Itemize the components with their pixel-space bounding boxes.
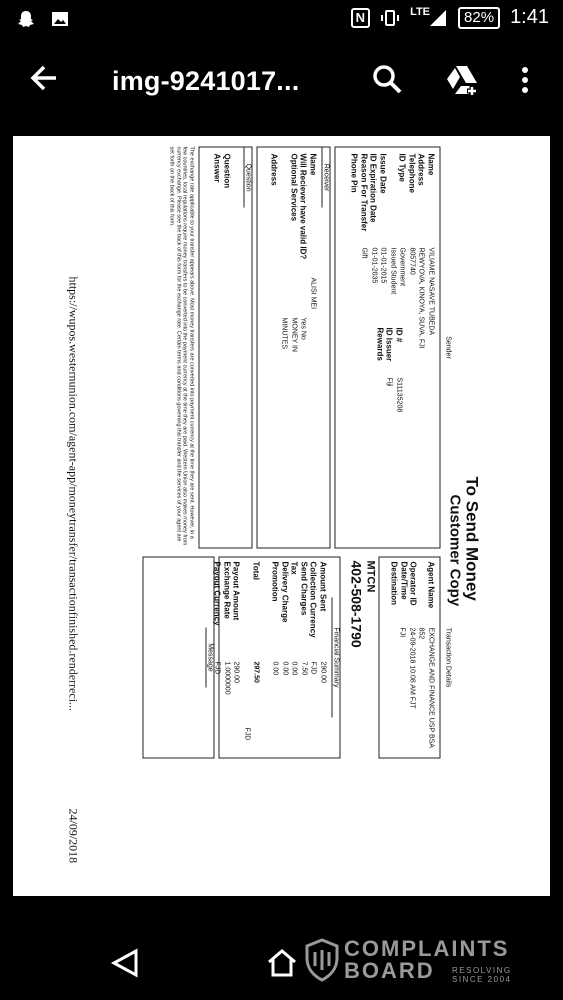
value-payout-currency: FJD (213, 661, 221, 674)
triangle-back-icon (110, 948, 140, 978)
id-labels (375, 327, 404, 361)
financial-labels (212, 561, 327, 637)
receiver-values (279, 277, 317, 377)
value-reason: Gift (360, 247, 368, 258)
nav-home-button[interactable] (266, 948, 298, 978)
value-datetime: 24-09-2018 10:08 AM FJT (408, 627, 415, 709)
value-send-charges: 7.50 (300, 661, 307, 675)
nfc-icon: N (351, 8, 370, 28)
transaction-box (378, 556, 451, 758)
label-collection-currency: Collection Currency (308, 561, 318, 638)
financial-header: Financial Summary (331, 597, 339, 717)
sender-header: Sender (444, 335, 451, 359)
value-promotion: 0.00 (271, 661, 279, 675)
value-agent-name: EXCHANGE AND FINANCE USP BSA (427, 627, 434, 748)
value-name: VILIAME NASAVE TUBEDA (427, 247, 434, 335)
value-receiver-name: ALISI MEI (309, 277, 316, 309)
value-address: REWYOVA, KINOYA, SUVA, FJI (417, 247, 425, 349)
value-destination: FJI (398, 627, 406, 637)
transaction-header: Transaction Details (444, 627, 451, 687)
gallery-icon (50, 9, 70, 29)
more-options-button[interactable] (518, 62, 532, 98)
status-bar (0, 0, 563, 38)
label-send-charges: Send Charges (299, 561, 308, 615)
add-to-drive-button[interactable] (444, 62, 480, 98)
app-bar (0, 38, 563, 124)
label-valid-id: Will Reciever have valid ID? (298, 153, 308, 259)
label-agent-name: Agent Name (426, 561, 435, 608)
value-total: 297.50 (252, 661, 259, 683)
label-destination: Destination (389, 561, 399, 605)
label-receiver-name: Name (308, 153, 317, 175)
question-labels (212, 153, 231, 188)
vibrate-icon (380, 8, 400, 28)
search-button[interactable] (370, 62, 404, 96)
value-id-expiration: 01-01-2035 (370, 247, 377, 283)
value-amount-sent: 290.00 (319, 661, 326, 683)
financial-box (212, 556, 340, 758)
print-date: 24/09/2018 (66, 808, 80, 863)
value-telephone: 8057740 (408, 247, 415, 275)
value-total-currency: FJD (243, 727, 250, 740)
watermark-subtext (452, 966, 512, 984)
mtcn-block (349, 560, 375, 647)
shield-logo-icon (304, 938, 340, 982)
transaction-labels (389, 561, 435, 608)
label-id-type: ID Type (397, 153, 407, 182)
search-icon (370, 62, 404, 96)
question-box (198, 146, 252, 548)
label-exchange-rate: Exchange Rate (222, 561, 231, 619)
value-payout-amount: 290.00 (232, 661, 240, 683)
clock: 1:41 (510, 6, 549, 28)
message-header: Message (205, 627, 213, 687)
label-id-expiration: ID Expiration Date (368, 153, 378, 222)
label-question: Question (222, 153, 231, 188)
house-home-icon (266, 948, 298, 978)
value-tax: 0.00 (290, 661, 298, 675)
value-operator-id: 852 (417, 627, 425, 639)
disclaimer-text: The exchange rate applicable to your transfer appears above. Most money transfers are converted into payment currency at the time they are sent. However, in a few countries, local regulations require money transfers to be converted into the payment currency at the time they are paid. Western Union also makes money from currency exchange. Please see the back of this form for the exchange rate. Certain terms and conditions governing this transfer and the services of your agent are set forth on the back of this form. (168, 146, 194, 545)
receiver-header: Receiver (321, 147, 329, 207)
signal-icon (428, 8, 448, 28)
label-optional-services: Optional Services (289, 153, 298, 221)
label-amount-sent: Amount Sent (318, 561, 327, 611)
receiver-box (256, 146, 330, 548)
navigation-bar (0, 924, 563, 1000)
receiver-labels (269, 153, 317, 259)
watermark-line1: COMPLAINTS (344, 936, 510, 961)
value-delivery-charge: 0.00 (281, 661, 288, 675)
value-exchange-rate: 1.0000000 (223, 661, 230, 695)
mtcn-value: 402-508-1790 (348, 560, 365, 648)
label-operator-id: Operator ID (408, 561, 418, 606)
value-id-number: S11135208 (395, 377, 402, 412)
mtcn-label: MTCN (364, 560, 376, 592)
id-values (384, 377, 403, 412)
receipt (13, 136, 550, 896)
arrow-left-icon (26, 60, 62, 96)
value-id-type: Government Issued Student (389, 247, 406, 294)
label-telephone: Telephone (407, 153, 416, 193)
document-image[interactable] (13, 136, 550, 896)
transaction-values (397, 627, 435, 752)
google-drive-add-icon (444, 62, 480, 98)
print-url: https://wupos.westernunion.com/agent-app/moneytransfer/transactionfinished.renderreci... (66, 276, 80, 711)
label-address: Address (416, 153, 426, 186)
watermark-sub2: SINCE 2004 (452, 975, 512, 984)
battery-level: 82% (458, 7, 500, 29)
message-box (142, 556, 214, 758)
label-total: Total (251, 561, 260, 580)
complaintsboard-watermark (304, 938, 518, 990)
label-receiver-address: Address (269, 153, 279, 186)
label-reason: Reason For Transfer (359, 153, 368, 231)
label-id-number: ID # (394, 327, 403, 342)
label-tax: Tax (289, 561, 299, 575)
value-optional-services: MONEY IN MINUTES (280, 317, 297, 352)
label-payout-amount: Payout Amount (231, 561, 241, 620)
more-vert-icon (518, 62, 532, 98)
value-collection-currency: FJD (309, 661, 317, 674)
financial-values (212, 661, 327, 694)
value-id-issuer: Fiji (385, 377, 393, 386)
label-issue-date: Issue Date (378, 153, 387, 194)
heading-line2: Customer Copy (446, 494, 463, 606)
question-header: Question (243, 147, 251, 207)
label-rewards: Rewards (375, 327, 384, 361)
label-datetime: Date/Time (399, 561, 408, 600)
watermark-sub1: RESOLVING (452, 966, 512, 975)
label-payout-currency: Payout Currency (212, 561, 222, 626)
snapchat-icon (16, 9, 36, 29)
sender-labels (349, 153, 435, 231)
label-name: Name (426, 153, 435, 175)
label-delivery-charge: Delivery Charge (280, 561, 289, 622)
label-promotion: Promotion (270, 561, 280, 601)
label-phone-pin: Phone Pin (349, 153, 359, 193)
value-issue-date: 01-01-2015 (379, 247, 387, 283)
back-button[interactable] (26, 60, 66, 100)
watermark-line2: BOARD (344, 958, 435, 983)
nav-back-button[interactable] (110, 948, 140, 978)
label-answer: Answer (212, 153, 222, 182)
sender-box (334, 146, 451, 548)
heading-line1: To Send Money (462, 476, 481, 601)
network-type: LTE (410, 5, 431, 18)
value-valid-id: Yes No (299, 317, 307, 340)
file-title: img-9241017... (112, 66, 300, 96)
label-id-issuer: ID Issuer (384, 327, 394, 361)
